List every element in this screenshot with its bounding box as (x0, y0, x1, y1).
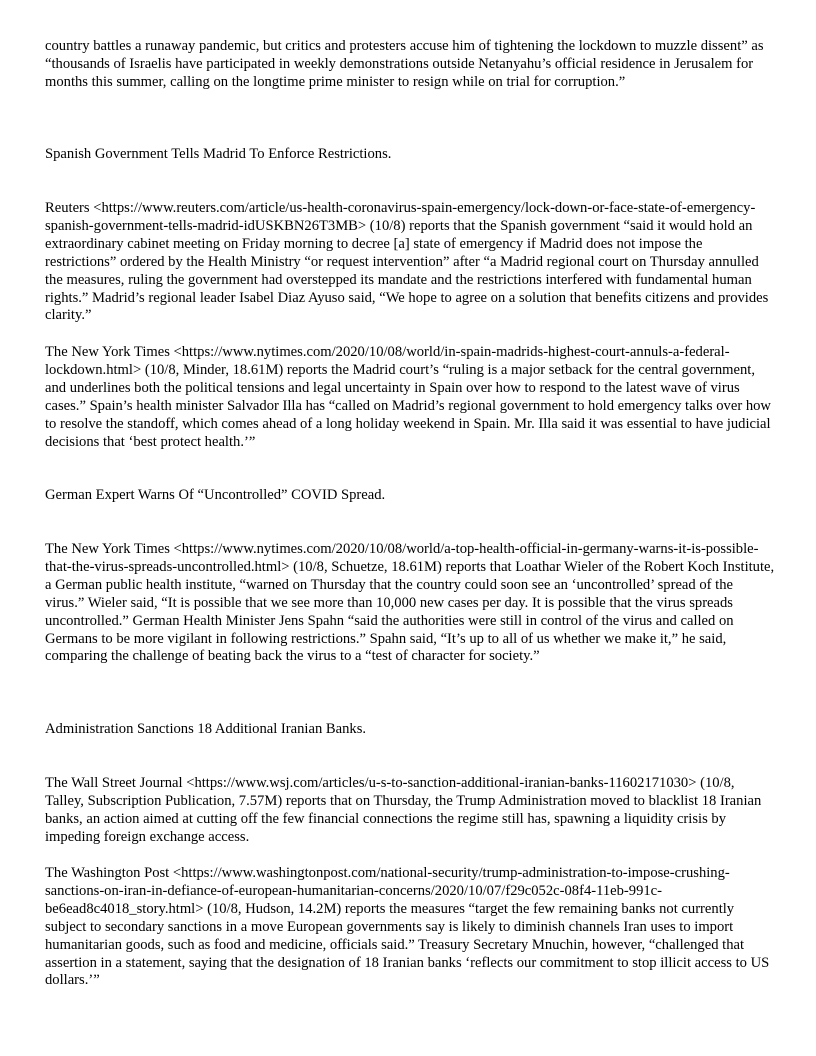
paragraph-wapo-iran: The Washington Post <https://www.washingtonpost.com/national-security/trump-administration-to-impose-crushing-sanctions-on-iran-in-defiance-of-european-humanitarian-concerns/2020/10/07/f29c052c-08f4-11eb-991c-be6ead8c4018_story.html> (10/8, Hudson, 14.2M) reports the measures “target the few remaining banks not currently subject to secondary sanctions in a move European governments say is likely to diminish channels Iran uses to import humanitarian goods, such as food and medicine, officials said.” Treasury Secretary Mnuchin, however, “challenged that assertion in a statement, saying that the designation of 18 Iranian banks ‘reflects our commitment to stop illicit access to US dollars.’” (45, 865, 770, 989)
paragraph-nyt-madrid: The New York Times <https://www.nytimes.com/2020/10/08/world/in-spain-madrids-highest-court-annuls-a-federal-lockdown.html> (10/8, Minder, 18.61M) reports the Madrid court’s “ruling is a major setback for the central government, and underlines both the political tensions and legal uncertainty in Spain over how to respond to the latest wave of virus cases.” Spain’s health minister Salvador Illa has “called on Madrid’s regional government to hold emergency talks over how to resolve the standoff, which comes ahead of a long holiday weekend in Spain. Mr. Illa said it was essential to have judicial decisions that ‘best protect health.’” (45, 344, 771, 450)
paragraph-nyt-germany: The New York Times <https://www.nytimes.com/2020/10/08/world/a-top-health-official-in-germany-warns-it-is-possible-that-the-virus-spreads-uncontrolled.html> (10/8, Schuetze, 18.61M) reports that Loathar Wieler of the Robert Koch Institute, a German public health institute, “warned on Thursday that the country could soon see an ‘uncontrolled’ spread of the virus.” Wieler said, “It is possible that we see more than 10,000 new cases per day. It is possible that the virus spreads uncontrolled.” German Health Minister Jens Spahn “said the authorities were still in control of the virus and called on Germans to be more vigilant in following restrictions.” Spahn said, “It’s up to all of us whether we make it,” he said, comparing the challenge of beating back the virus to a “test of character for society.” (45, 541, 775, 665)
paragraph-wsj-iran: The Wall Street Journal <https://www.wsj.com/articles/u-s-to-sanction-additional-iranian-banks-11602171030> (10/8, Talley, Subscription Publication, 7.57M) reports that on Thursday, the Trump Administration moved to blacklist 18 Iranian banks, an action aimed at cutting off the few financial connections the regime still has, spawning a liquidity crisis by impeding foreign exchange access. (45, 775, 762, 845)
heading-iran-sanctions: Administration Sanctions 18 Additional Iranian Banks. (45, 721, 367, 737)
heading-german-expert: German Expert Warns Of “Uncontrolled” COVID Spread. (45, 487, 386, 503)
heading-spain-restrictions: Spanish Government Tells Madrid To Enforce Restrictions. (45, 146, 392, 162)
paragraph-israel-lockdown: country battles a runaway pandemic, but critics and protesters accuse him of tightening the lockdown to muzzle dissent” as “thousands of Israelis have participated in weekly demonstrations outside Netanyahu’s official residence in Jerusalem for months this summer, calling on the longtime prime minister to resign while on trial for corruption.” (45, 38, 764, 90)
paragraph-reuters-spain: Reuters <https://www.reuters.com/article/us-health-coronavirus-spain-emergency/lock-down-or-face-state-of-emergency-spanish-government-tells-madrid-idUSKBN26T3MB> (10/8) reports that the Spanish government “said it would hold an extraordinary cabinet meeting on Friday morning to decree [a] state of emergency if Madrid does not impose the restrictions” ordered by the Health Ministry “or request intervention” after “a Madrid regional court on Thursday annulled the measures, ruling the government had overstepped its mandate and the restrictions interfered with fundamental human rights.” Madrid’s regional leader Isabel Diaz Ayuso said, “We hope to agree on a solution that benefits citizens and provides clarity.” (45, 200, 769, 324)
